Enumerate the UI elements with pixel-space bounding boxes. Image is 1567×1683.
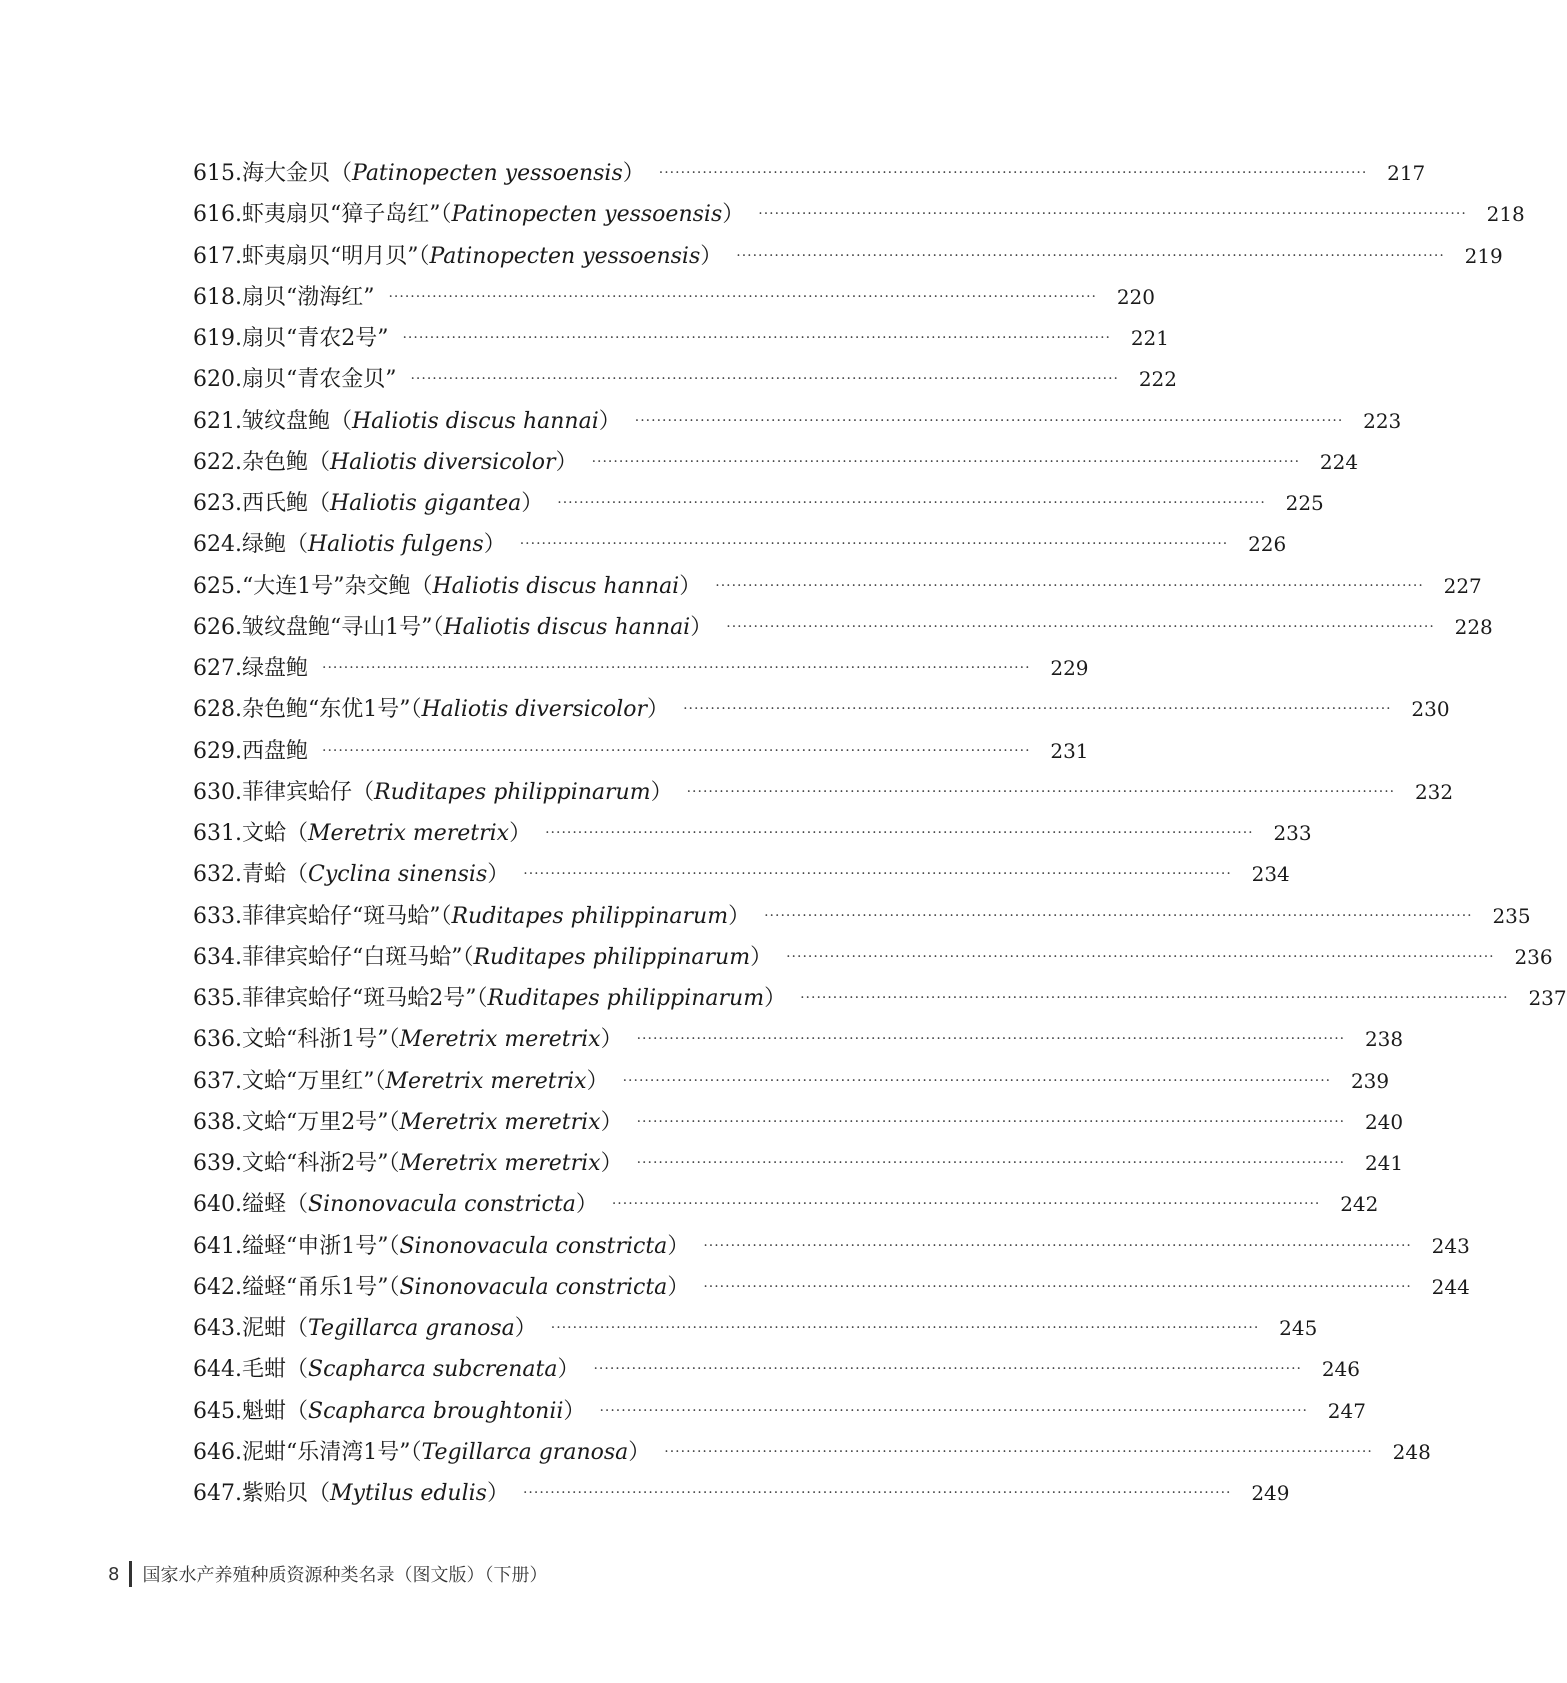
toc-entry-page-number: 242: [1340, 1192, 1379, 1217]
toc-entry-scientific-name: Sinonovacula constricta: [399, 1233, 668, 1259]
toc-entry-number: 633.: [193, 903, 242, 929]
toc-entry-number: 642.: [193, 1274, 242, 1300]
toc-dot-leader: ··································································································································: [557, 495, 1266, 511]
toc-entry-chinese-name: 菲律宾蛤仔“斑马蛤”（: [241, 903, 452, 929]
toc-entry-number: 632.: [193, 862, 242, 888]
toc-entry-chinese-name: 绿鲍（: [241, 532, 308, 558]
toc-dot-leader: ··································································································································: [758, 206, 1467, 223]
toc-entry: [193, 1019, 1404, 1060]
toc-entry: [193, 442, 1359, 483]
toc-entry-closing-paren: ）: [667, 1233, 690, 1259]
toc-entry-closing-paren: ）: [650, 779, 673, 805]
toc-entry: [193, 483, 1324, 524]
toc-entry-number: 647.: [193, 1481, 242, 1506]
toc-entry-chinese-name: 扇贝“青农金贝”: [241, 367, 397, 393]
toc-entry: [193, 648, 1089, 689]
toc-dot-leader: ··································································································································: [402, 330, 1112, 346]
toc-entry-scientific-name: Haliotis diversicolor: [421, 697, 648, 723]
toc-entry-number: 622.: [193, 449, 242, 475]
toc-dot-leader: ··································································································································: [736, 247, 1445, 264]
toc-entry-scientific-name: Ruditapes philippinarum: [487, 986, 765, 1011]
toc-entry: [193, 607, 1493, 648]
toc-dot-leader: ··································································································································: [636, 1113, 1346, 1130]
toc-entry: [193, 937, 1553, 978]
footer-divider: [129, 1561, 132, 1587]
toc-entry-page-number: 238: [1364, 1027, 1404, 1052]
toc-entry-number: 620.: [193, 367, 242, 393]
toc-entry-page-number: 243: [1431, 1233, 1470, 1258]
toc-entry-scientific-name: Haliotis discus hannai: [352, 408, 599, 434]
toc-entry-chinese-name: 扇贝“青农2号”: [241, 326, 389, 351]
toc-entry-page-number: 233: [1273, 821, 1312, 845]
toc-dot-leader: ··································································································································: [545, 825, 1254, 841]
toc-entry: [193, 772, 1454, 813]
toc-entry-page-number: 236: [1514, 944, 1553, 969]
toc-entry-scientific-name: Ruditapes philippinarum: [451, 903, 729, 929]
toc-entry-chinese-name: 绿盘鲍: [241, 656, 308, 681]
toc-entry-page-number: 218: [1486, 202, 1525, 227]
toc-entry-number: 638.: [193, 1109, 242, 1135]
toc-entry-scientific-name: Meretrix meretrix: [399, 1027, 601, 1053]
toc-entry: [193, 1391, 1366, 1432]
toc-entry: [193, 1267, 1470, 1308]
toc-entry-chinese-name: 文蛤“科浙2号”（: [241, 1151, 400, 1176]
toc-entry: [193, 1432, 1431, 1473]
toc-entry-page-number: 240: [1364, 1109, 1404, 1134]
toc-entry-closing-paren: ）: [679, 573, 702, 599]
toc-entry-page-number: 230: [1411, 697, 1450, 722]
toc-dot-leader: ··································································································································: [593, 1361, 1303, 1378]
toc-entry-closing-paren: ）: [622, 161, 645, 186]
toc-entry-scientific-name: Ruditapes philippinarum: [473, 944, 751, 970]
toc-dot-leader: ··································································································································: [388, 288, 1098, 305]
toc-entry-number: 640.: [193, 1192, 242, 1218]
toc-entry-number: 631.: [193, 821, 242, 846]
toc-entry-closing-paren: ）: [647, 697, 670, 723]
toc-entry-number: 627.: [193, 656, 242, 681]
toc-entry: [193, 813, 1312, 854]
toc-entry: [193, 731, 1089, 772]
toc-dot-leader: ··································································································································: [800, 990, 1509, 1006]
toc-entry-closing-paren: ）: [667, 1274, 690, 1300]
toc-entry: [193, 566, 1482, 607]
toc-entry-page-number: 244: [1431, 1274, 1470, 1299]
toc-entry: [193, 401, 1402, 442]
toc-entry-closing-paren: ）: [509, 821, 532, 846]
toc-entry-closing-paren: ）: [563, 1398, 586, 1424]
toc-dot-leader: ··································································································································: [634, 412, 1344, 429]
toc-entry: [193, 1102, 1404, 1143]
toc-entry-page-number: 248: [1392, 1439, 1431, 1464]
toc-entry: [193, 1061, 1390, 1102]
toc-entry-chinese-name: 皱纹盘鲍“寻山1号”（: [241, 614, 444, 640]
toc-entry-scientific-name: Meretrix meretrix: [385, 1068, 587, 1094]
toc-entry-scientific-name: Meretrix meretrix: [399, 1151, 601, 1176]
toc-entry-page-number: 219: [1464, 243, 1503, 268]
toc-entry-number: 629.: [193, 738, 242, 764]
toc-entry-closing-paren: ）: [514, 1316, 537, 1341]
toc-entry-closing-paren: ）: [728, 903, 751, 929]
toc-dot-leader: ··································································································································: [636, 1155, 1346, 1171]
toc-entry-page-number: 245: [1279, 1316, 1318, 1340]
toc-entry-page-number: 234: [1251, 862, 1290, 887]
toc-entry-number: 624.: [193, 532, 242, 558]
toc-entry: [193, 236, 1503, 277]
toc-entry-closing-paren: ）: [690, 614, 713, 640]
toc-dot-leader: ··································································································································: [764, 907, 1473, 924]
toc-entry: [193, 689, 1450, 730]
toc-dot-leader: ··································································································································: [550, 1320, 1260, 1336]
toc-entry-page-number: 241: [1364, 1151, 1404, 1175]
toc-dot-leader: ··································································································································: [611, 1196, 1321, 1213]
table-of-contents: [193, 153, 1567, 1514]
toc-entry-chinese-name: 缢蛏“申浙1号”（: [241, 1233, 400, 1259]
toc-entry: [193, 1143, 1404, 1184]
page-footer: [108, 1559, 547, 1589]
toc-entry: [193, 194, 1525, 235]
toc-entry-closing-paren: ）: [764, 986, 787, 1011]
toc-entry-closing-paren: ）: [600, 1109, 623, 1135]
toc-entry-scientific-name: Patinopecten yessoensis: [352, 161, 623, 186]
toc-entry-page-number: 231: [1050, 738, 1089, 763]
toc-entry-chinese-name: 泥蚶（: [241, 1316, 308, 1341]
toc-entry-scientific-name: Patinopecten yessoensis: [451, 202, 723, 228]
toc-dot-leader: ··································································································································: [622, 1072, 1332, 1089]
toc-entry-scientific-name: Scapharca subcrenata: [308, 1357, 558, 1383]
toc-entry-number: 623.: [193, 491, 242, 516]
footer-book-title: 国家水产养殖种质资源种类名录（图文版）（下册）: [142, 1565, 548, 1586]
toc-dot-leader: ··································································································································: [786, 948, 1495, 965]
toc-entry-chinese-name: 文蛤“万里红”（: [241, 1068, 386, 1094]
toc-entry-chinese-name: 缢蛏（: [241, 1192, 308, 1218]
toc-entry-page-number: 217: [1387, 161, 1426, 185]
toc-entry-scientific-name: Ruditapes philippinarum: [374, 779, 651, 805]
toc-entry-scientific-name: Cyclina sinensis: [308, 862, 488, 888]
toc-entry: [193, 1226, 1470, 1267]
toc-entry-chinese-name: 紫贻贝（: [241, 1481, 330, 1506]
toc-entry-number: 635.: [193, 986, 242, 1011]
toc-entry-chinese-name: 扇贝“渤海红”: [241, 284, 375, 310]
toc-entry-number: 637.: [193, 1068, 242, 1094]
toc-entry-page-number: 232: [1414, 779, 1454, 804]
toc-entry-chinese-name: 菲律宾蛤仔（: [241, 779, 374, 805]
toc-entry-chinese-name: 文蛤“万里2号”（: [241, 1109, 400, 1135]
toc-entry: [193, 854, 1290, 895]
toc-entry-closing-paren: ）: [521, 491, 544, 516]
toc-dot-leader: ··································································································································: [703, 1237, 1412, 1254]
toc-dot-leader: ··································································································································: [322, 660, 1031, 676]
toc-entry-closing-paren: ）: [700, 243, 723, 269]
toc-entry-number: 626.: [193, 614, 242, 640]
toc-dot-leader: ··································································································································: [591, 453, 1301, 470]
toc-entry-scientific-name: Sinonovacula constricta: [399, 1274, 668, 1300]
toc-entry-number: 615.: [193, 161, 242, 186]
toc-entry-number: 645.: [193, 1398, 242, 1424]
toc-entry-page-number: 221: [1130, 326, 1170, 350]
toc-entry-scientific-name: Haliotis fulgens: [308, 532, 484, 558]
toc-entry-closing-paren: ）: [600, 1151, 623, 1176]
toc-entry: [193, 1308, 1318, 1349]
toc-entry-number: 621.: [193, 408, 242, 434]
toc-dot-leader: ··································································································································: [410, 371, 1120, 388]
toc-entry-chinese-name: 文蛤（: [241, 821, 308, 846]
toc-dot-leader: ··································································································································: [599, 1402, 1308, 1419]
toc-entry-number: 618.: [193, 284, 242, 310]
toc-dot-leader: ··································································································································: [703, 1278, 1412, 1295]
toc-entry-closing-paren: ）: [750, 944, 773, 970]
toc-entry-closing-paren: ）: [575, 1192, 598, 1218]
toc-entry-chinese-name: 魁蚶（: [241, 1398, 308, 1424]
toc-entry: [193, 524, 1287, 565]
toc-dot-leader: ··································································································································: [683, 701, 1392, 718]
toc-entry-closing-paren: ）: [598, 408, 621, 434]
toc-entry-number: 644.: [193, 1357, 242, 1383]
toc-entry-page-number: 227: [1443, 573, 1482, 598]
toc-dot-leader: ··································································································································: [522, 1485, 1232, 1501]
toc-dot-leader: ··································································································································: [519, 536, 1229, 553]
toc-dot-leader: ··································································································································: [658, 165, 1368, 181]
toc-entry-chinese-name: “大连1号”杂交鲍（: [241, 573, 433, 599]
toc-entry-page-number: 249: [1251, 1481, 1290, 1505]
toc-entry: [193, 978, 1567, 1019]
toc-entry-number: 628.: [193, 697, 242, 723]
toc-entry-page-number: 247: [1327, 1398, 1366, 1423]
toc-entry-chinese-name: 青蛤（: [241, 862, 308, 888]
toc-entry-scientific-name: Tegillarca granosa: [421, 1439, 629, 1465]
toc-entry-scientific-name: Haliotis diversicolor: [330, 449, 556, 475]
toc-entry-number: 646.: [193, 1439, 242, 1465]
toc-dot-leader: ··································································································································: [322, 742, 1031, 759]
toc-entry: [193, 153, 1426, 194]
toc-entry-scientific-name: Haliotis discus hannai: [443, 614, 691, 640]
toc-entry-chinese-name: 杂色鲍“东优1号”（: [241, 697, 422, 723]
toc-entry-closing-paren: ）: [600, 1027, 623, 1053]
toc-entry-number: 625.: [193, 573, 242, 599]
toc-entry: [193, 1184, 1379, 1225]
toc-entry-page-number: 237: [1528, 986, 1567, 1010]
toc-entry-chinese-name: 泥蚶“乐清湾1号”（: [241, 1439, 422, 1465]
toc-entry-page-number: 246: [1321, 1357, 1361, 1382]
toc-entry-number: 641.: [193, 1233, 242, 1259]
toc-entry: [193, 359, 1178, 400]
toc-entry-page-number: 224: [1319, 449, 1359, 474]
toc-entry-chinese-name: 虾夷扇贝“獐子岛红”（: [241, 202, 452, 228]
toc-entry-closing-paren: ）: [486, 1481, 509, 1506]
toc-dot-leader: ··································································································································: [636, 1031, 1346, 1048]
toc-entry-chinese-name: 海大金贝（: [241, 161, 352, 186]
toc-entry-closing-paren: ）: [557, 1357, 580, 1383]
footer-page-number: 8: [108, 1563, 120, 1585]
toc-entry-page-number: 235: [1492, 903, 1531, 928]
toc-entry-scientific-name: Sinonovacula constricta: [308, 1192, 576, 1218]
toc-entry-closing-paren: ）: [483, 532, 506, 558]
toc-entry: [193, 1473, 1290, 1514]
toc-entry-closing-paren: ）: [555, 449, 578, 475]
toc-entry-scientific-name: Haliotis gigantea: [330, 491, 522, 516]
toc-entry-page-number: 228: [1454, 614, 1493, 639]
toc-entry-scientific-name: Tegillarca granosa: [308, 1316, 515, 1341]
toc-entry-number: 643.: [193, 1316, 242, 1341]
toc-entry: [193, 318, 1170, 359]
toc-entry-chinese-name: 菲律宾蛤仔“白斑马蛤”（: [241, 944, 474, 970]
toc-entry-scientific-name: Meretrix meretrix: [308, 821, 510, 846]
toc-entry-number: 617.: [193, 243, 242, 269]
toc-entry-closing-paren: ）: [722, 202, 745, 228]
toc-entry-page-number: 229: [1050, 656, 1089, 680]
toc-dot-leader: ··································································································································: [664, 1443, 1373, 1460]
toc-entry-scientific-name: Patinopecten yessoensis: [429, 243, 701, 269]
toc-entry-chinese-name: 西氏鲍（: [241, 491, 330, 516]
toc-entry-page-number: 223: [1363, 408, 1402, 433]
toc-entry-closing-paren: ）: [487, 862, 510, 888]
toc-entry-chinese-name: 文蛤“科浙1号”（: [241, 1027, 400, 1053]
toc-entry-page-number: 239: [1350, 1068, 1390, 1093]
toc-entry-page-number: 226: [1248, 532, 1287, 557]
toc-entry-number: 639.: [193, 1151, 242, 1176]
toc-dot-leader: ··································································································································: [715, 577, 1424, 594]
toc-entry-chinese-name: 菲律宾蛤仔“斑马蛤2号”（: [241, 986, 488, 1011]
toc-dot-leader: ··································································································································: [523, 866, 1232, 883]
toc-entry-chinese-name: 西盘鲍: [241, 738, 308, 764]
toc-entry-scientific-name: Mytilus edulis: [330, 1481, 487, 1506]
toc-entry-scientific-name: Meretrix meretrix: [399, 1109, 601, 1135]
toc-entry-number: 634.: [193, 944, 242, 970]
toc-dot-leader: ··································································································································: [686, 783, 1396, 800]
toc-entry-closing-paren: ）: [586, 1068, 609, 1094]
toc-entry-number: 616.: [193, 202, 242, 228]
toc-dot-leader: ··································································································································: [726, 618, 1435, 635]
toc-entry-closing-paren: ）: [628, 1439, 651, 1465]
toc-entry-page-number: 222: [1138, 367, 1178, 392]
toc-entry-page-number: 225: [1285, 491, 1324, 515]
toc-entry: [193, 277, 1156, 318]
toc-entry: [193, 896, 1531, 937]
toc-entry-chinese-name: 皱纹盘鲍（: [241, 408, 352, 434]
toc-entry-scientific-name: Scapharca broughtonii: [308, 1398, 564, 1424]
toc-entry-chinese-name: 杂色鲍（: [241, 449, 330, 475]
toc-entry-scientific-name: Haliotis discus hannai: [432, 573, 680, 599]
toc-entry: [193, 1349, 1361, 1390]
toc-entry-chinese-name: 毛蚶（: [241, 1357, 308, 1383]
toc-entry-page-number: 220: [1116, 284, 1156, 309]
toc-entry-number: 619.: [193, 326, 242, 351]
toc-entry-number: 630.: [193, 779, 242, 805]
toc-entry-chinese-name: 缢蛏“甬乐1号”（: [241, 1274, 400, 1300]
toc-entry-number: 636.: [193, 1027, 242, 1053]
toc-entry-chinese-name: 虾夷扇贝“明月贝”（: [241, 243, 430, 269]
